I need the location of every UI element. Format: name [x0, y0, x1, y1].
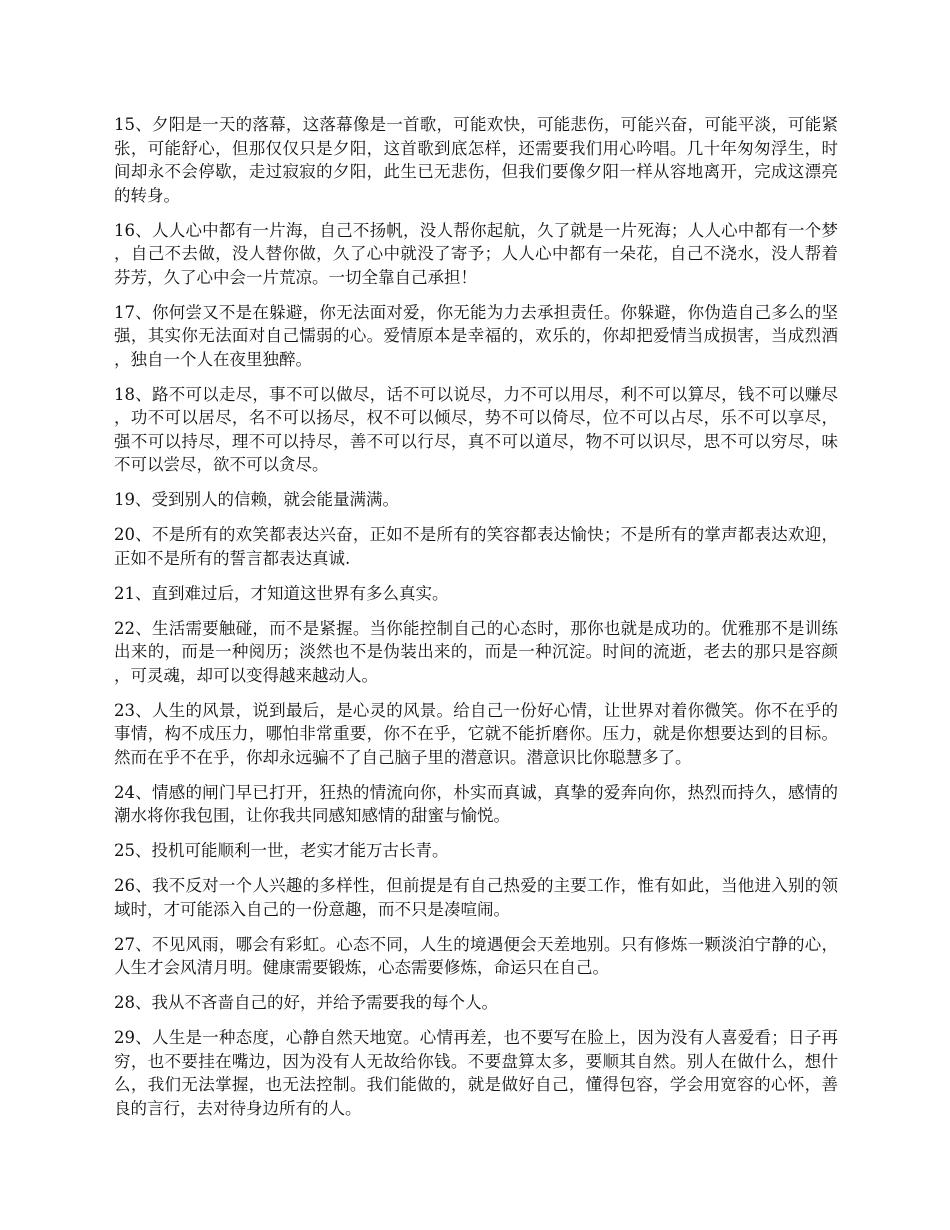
paragraph-26: 26、我不反对一个人兴趣的多样性，但前提是有自己热爱的主要工作，惟有如此，当他进入别的领域时，才可能添入自己的一份意趣，而不只是凑喧闹。: [114, 876, 838, 919]
paragraph-23: 23、人生的风景，说到最后，是心灵的风景。给自己一份好心情，让世界对着你微笑。你不在乎的事情，构不成压力，哪怕非常重要，你不在乎，它就不能折磨你。压力，就是你想要达到的目标。然而在乎不在乎，你却永远骗不了自己脑子里的潜意识。潜意识比你聪慧多了。: [114, 700, 838, 767]
paragraph-27: 27、不见风雨，哪会有彩虹。心态不同，人生的境遇便会天差地别。只有修炼一颗淡泊宁静的心，人生才会风清月明。健康需要锻炼，心态需要修炼，命运只在自己。: [114, 934, 838, 977]
paragraph-25: 25、投机可能顺利一世，老实才能万古长青。: [114, 841, 449, 860]
paragraph-15: 15、夕阳是一天的落幕，这落幕像是一首歌，可能欢快，可能悲伤，可能兴奋，可能平淡，可能紧张，可能舒心，但那仅仅只是夕阳，这首歌到底怎样，还需要我们用心吟唱。几十年匆匆浮生，时间却永不会停歇，走过寂寂的夕阳，此生已无悲伤，但我们要像夕阳一样从容地离开，完成这漂亮的转身。: [114, 115, 838, 205]
paragraph-24: 24、情感的闸门早已打开，狂热的情流向你，朴实而真诚，真挚的爱奔向你，热烈而持久，感情的潮水将你我包围，让你我共同感知感情的甜蜜与愉悦。: [114, 782, 838, 825]
paragraph-22: 22、生活需要触碰，而不是紧握。当你能控制自己的心态时，那你也就是成功的。优雅那不是训练出来的，而是一种阅历；淡然也不是伪装出来的，而是一种沉淀。时间的流逝，老去的那只是容颜，可灵魂，却可以变得越来越动人。: [114, 618, 838, 685]
paragraph-29: 29、人生是一种态度，心静自然天地宽。心情再差，也不要写在脸上，因为没有人喜爱看；日子再穷，也不要挂在嘴边，因为没有人无故给你钱。不要盘算太多，要顺其自然。别人在做什么，想什么，我们无法掌握，也无法控制。我们能做的，就是做好自己，懂得包容，学会用宽容的心怀，善良的言行，去对待身边所有的人。: [114, 1028, 838, 1118]
paragraph-18: 18、路不可以走尽，事不可以做尽，话不可以说尽，力不可以用尽，利不可以算尽，钱不可以赚尽，功不可以居尽，名不可以扬尽，权不可以倾尽，势不可以倚尽，位不可以占尽，乐不可以享尽，强不可以持尽，理不可以持尽，善不可以行尽，真不可以道尽，物不可以识尽，思不可以穷尽，味不可以尝尽，欲不可以贪尽。: [114, 384, 838, 474]
paragraph-16: 16、人人心中都有一片海，自己不扬帆，没人帮你起航，久了就是一片死海；人人心中都有一个梦，自己不去做，没人替你做，久了心中就没了寄予；人人心中都有一朵花，自己不浇水，没人帮着芬芳，久了心中会一片荒凉。一切全靠自己承担！: [114, 220, 838, 287]
paragraph-28: 28、我从不吝啬自己的好，并给予需要我的每个人。: [114, 993, 498, 1012]
paragraph-19: 19、受到别人的信赖，就会能量满满。: [114, 490, 399, 509]
paragraph-20: 20、不是所有的欢笑都表达兴奋，正如不是所有的笑容都表达愉快；不是所有的掌声都表达欢迎，正如不是所有的誓言都表达真诚.: [114, 525, 838, 568]
paragraph-17: 17、你何尝又不是在躲避，你无法面对爱，你无能为力去承担责任。你躲避，你伪造自己多么的坚强，其实你无法面对自己懦弱的心。爱情原本是幸福的，欢乐的，你却把爱情当成损害，当成烈酒，独自一个人在夜里独醉。: [114, 302, 838, 369]
paragraph-21: 21、直到难过后，才知道这世界有多么真实。: [114, 583, 449, 603]
